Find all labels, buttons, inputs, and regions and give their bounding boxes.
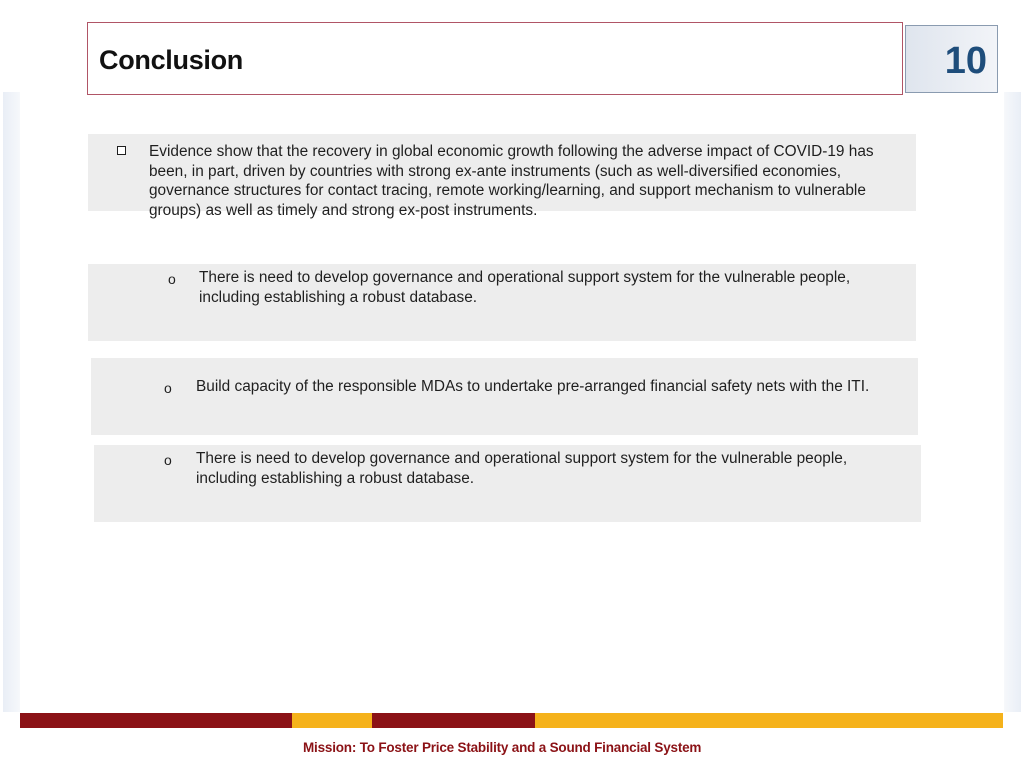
sub-point-line: including establishing a robust database. xyxy=(196,469,475,487)
page-number-box xyxy=(905,25,998,93)
sub-point-panel-3 xyxy=(94,445,921,522)
left-edge-decoration xyxy=(3,92,20,712)
sub-point-line: There is need to develop governance and operational support system for the vulnerable people, xyxy=(199,269,851,286)
sub-point-panel-1 xyxy=(88,264,916,341)
sub-point-panel-2 xyxy=(91,358,918,435)
checkbox-bullet-icon xyxy=(117,146,126,155)
main-point-line: Evidence show that the recovery in global economic growth following the adverse impact of COVID-19 has xyxy=(149,143,874,160)
footer-bar-gold xyxy=(292,713,372,728)
sub-point-line: Build capacity of the responsible MDAs to undertake pre-arranged financial safety nets with the ITI. xyxy=(196,378,870,395)
main-point-line: groups) as well as timely and strong ex-post instruments. xyxy=(149,201,538,219)
main-point-line: been, in part, driven by countries with strong ex-ante instruments (such as well-diversified economies, xyxy=(149,162,842,180)
circle-bullet-icon: o xyxy=(164,452,172,468)
main-point-panel xyxy=(88,134,916,219)
sub-point-line: There is need to develop governance and operational support system for the vulnerable people, xyxy=(196,450,848,467)
right-edge-decoration xyxy=(1004,92,1021,712)
footer-bar-maroon xyxy=(372,713,535,728)
main-point-text xyxy=(149,142,929,220)
main-point-line: governance structures for contact tracing, remote working/learning, and support mechanism to vulnerable xyxy=(149,182,866,199)
sub-point-line: including establishing a robust database. xyxy=(199,288,478,306)
footer-bar-gold xyxy=(535,713,1003,728)
sub-point-text xyxy=(196,449,916,488)
page-number: 10 xyxy=(944,40,987,82)
mission-statement: Mission: To Foster Price Stability and a Sound Financial System xyxy=(303,740,702,755)
circle-bullet-icon: o xyxy=(164,380,172,396)
title-box xyxy=(87,22,903,95)
footer-bar-maroon xyxy=(20,713,292,728)
sub-point-text xyxy=(196,377,918,397)
circle-bullet-icon: o xyxy=(168,271,176,287)
sub-point-text xyxy=(199,268,914,307)
page-title: Conclusion xyxy=(99,45,243,75)
